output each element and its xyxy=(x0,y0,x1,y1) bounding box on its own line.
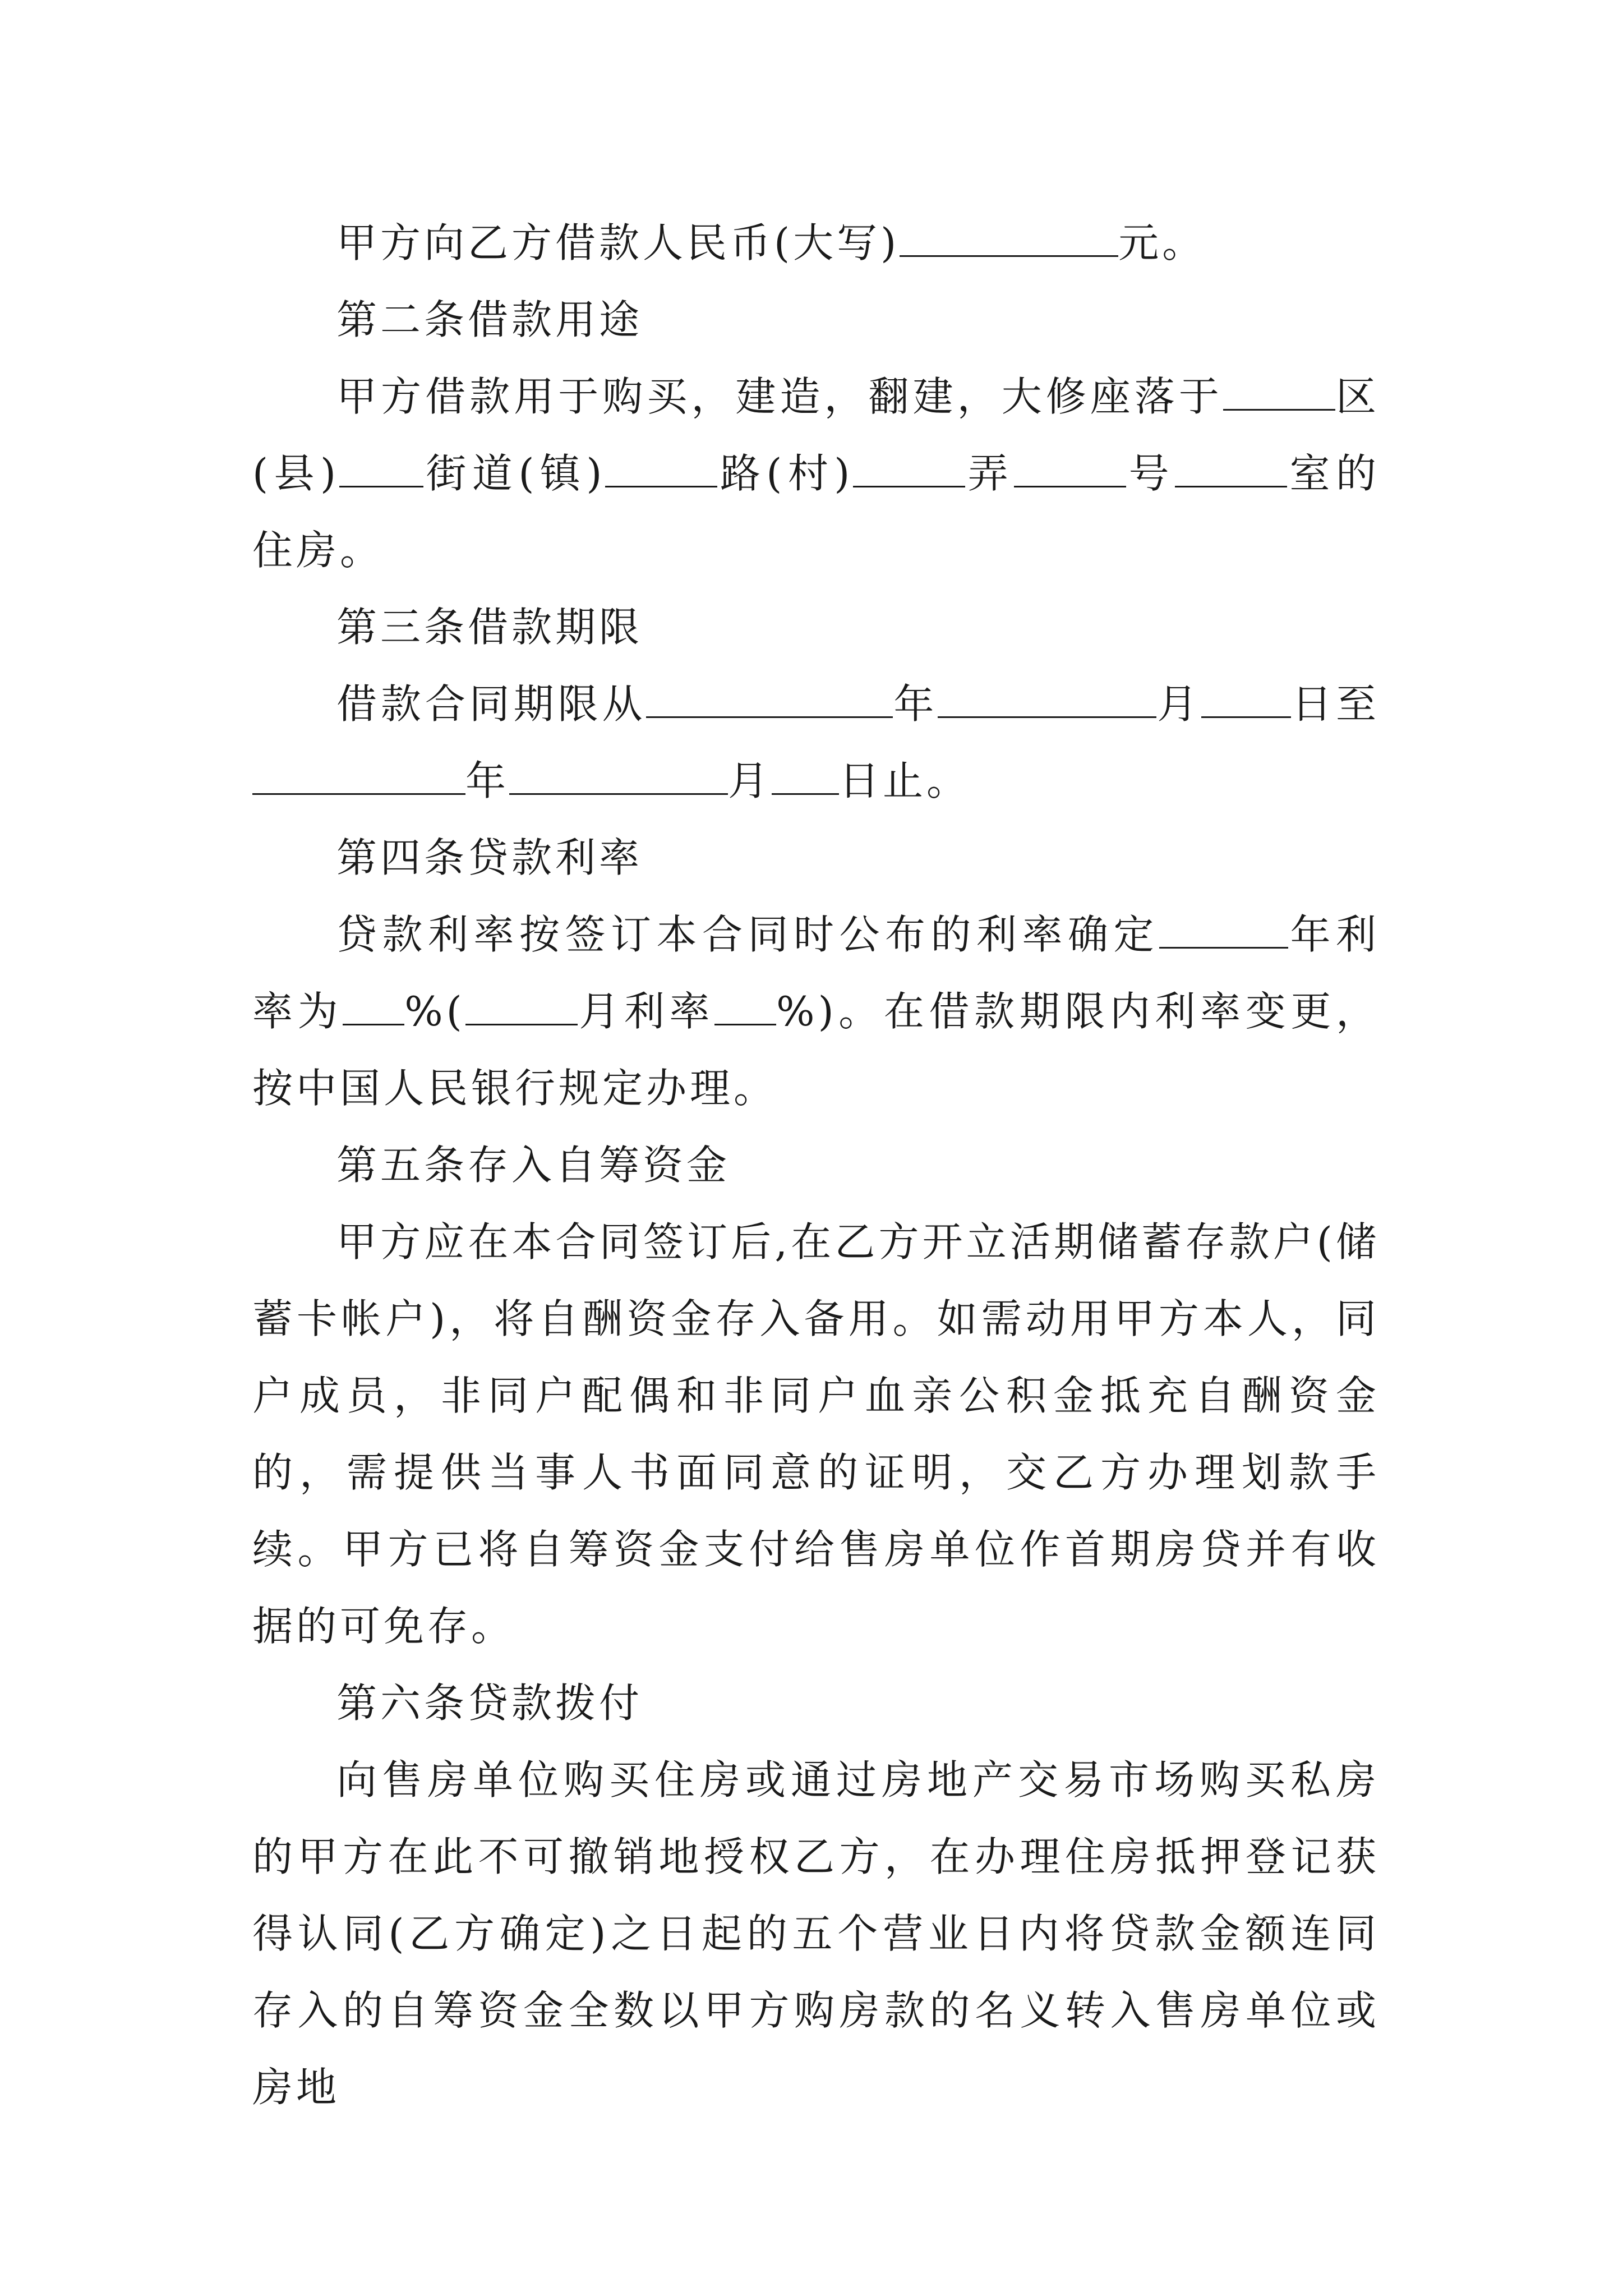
percent-close-text: %)。在借款期限内利率变更，按中国人民银行规定办理。 xyxy=(252,988,1380,1112)
district-blank xyxy=(1223,374,1335,411)
start-year-label: 年 xyxy=(893,680,938,728)
annual-rate-blank xyxy=(343,989,404,1025)
article-2-heading: 第二条借款用途 xyxy=(336,296,643,343)
end-day-blank xyxy=(772,758,839,795)
street-blank xyxy=(339,451,423,487)
end-year-blank xyxy=(252,758,465,795)
monthly-rate-blank xyxy=(714,989,776,1025)
interest-rate-paragraph xyxy=(252,896,1380,1127)
interest-rate-prefix: 贷款利率按签订本合同时公布的利率确定 xyxy=(336,911,1159,958)
loan-amount-paragraph xyxy=(252,205,1380,282)
room-blank xyxy=(1175,451,1287,487)
loan-amount-blank xyxy=(900,220,1118,257)
district-label: 区 xyxy=(1335,373,1380,420)
end-year-label: 年 xyxy=(465,757,510,804)
start-month-blank xyxy=(938,682,1156,718)
lane-label: 弄 xyxy=(965,450,1015,497)
start-month-label: 月 xyxy=(1156,680,1202,728)
end-month-label: 月 xyxy=(728,757,772,804)
loan-amount-prefix: 甲方向乙方借款人民币(大写) xyxy=(336,219,900,266)
end-day-label: 日止。 xyxy=(839,757,971,804)
room-label: 室的住房。 xyxy=(252,450,1380,574)
document-body xyxy=(252,205,1380,2126)
monthly-rate-label: 月利率 xyxy=(577,988,715,1035)
street-label: 街道(镇) xyxy=(423,450,606,497)
self-funds-paragraph: 甲方应在本合同签订后,在乙方开立活期储蓄存款户(储蓄卡帐户)，将自酬资金存入备用。如需动用甲方本人，同户成员，非同户配偶和非同户血亲公积金抵充自酬资金的，需提供当事人书面同意的证明，交乙方办理划款手续。甲方已将自筹资金支付给售房单位作首期房贷并有收据的可免存。 xyxy=(252,1218,1380,1650)
article-6-heading: 第六条贷款拨付 xyxy=(336,1680,643,1727)
article-5-heading: 第五条存入自筹资金 xyxy=(336,1142,731,1189)
start-day-label: 日至 xyxy=(1291,680,1380,728)
road-blank xyxy=(605,451,717,487)
article-3-heading: 第三条借款期限 xyxy=(336,604,643,651)
loan-disbursement-paragraph: 向售房单位购买住房或通过房地产交易市场购买私房的甲方在此不可撤销地授权乙方，在办理住房抵押登记获得认同(乙方确定)之日起的五个营业日内将贷款金额连同存入的自筹资金全数以甲方购房款的名义转入售房单位或房地 xyxy=(252,1756,1380,2111)
loan-term-prefix: 借款合同期限从 xyxy=(336,680,647,728)
start-day-blank xyxy=(1201,682,1291,718)
number-blank xyxy=(1014,451,1126,487)
percent-open-label: %( xyxy=(404,988,465,1035)
rate-basis-blank xyxy=(1159,912,1288,949)
loan-purpose-paragraph xyxy=(252,358,1380,589)
number-label: 号 xyxy=(1126,450,1175,497)
start-year-blank xyxy=(646,682,893,718)
loan-term-paragraph xyxy=(252,666,1380,820)
end-month-blank xyxy=(509,758,728,795)
lane-blank xyxy=(853,451,965,487)
road-label: 路(村) xyxy=(717,450,854,497)
loan-purpose-text: 甲方借款用于购买，建造，翻建，大修座落于 xyxy=(336,373,1223,420)
article-4-heading: 第四条贷款利率 xyxy=(336,834,643,881)
annual-rate-label: 年利率为 xyxy=(252,911,1380,1035)
loan-amount-suffix: 元。 xyxy=(1118,219,1206,266)
monthly-basis-blank xyxy=(465,989,578,1025)
county-label: (县) xyxy=(252,450,340,497)
